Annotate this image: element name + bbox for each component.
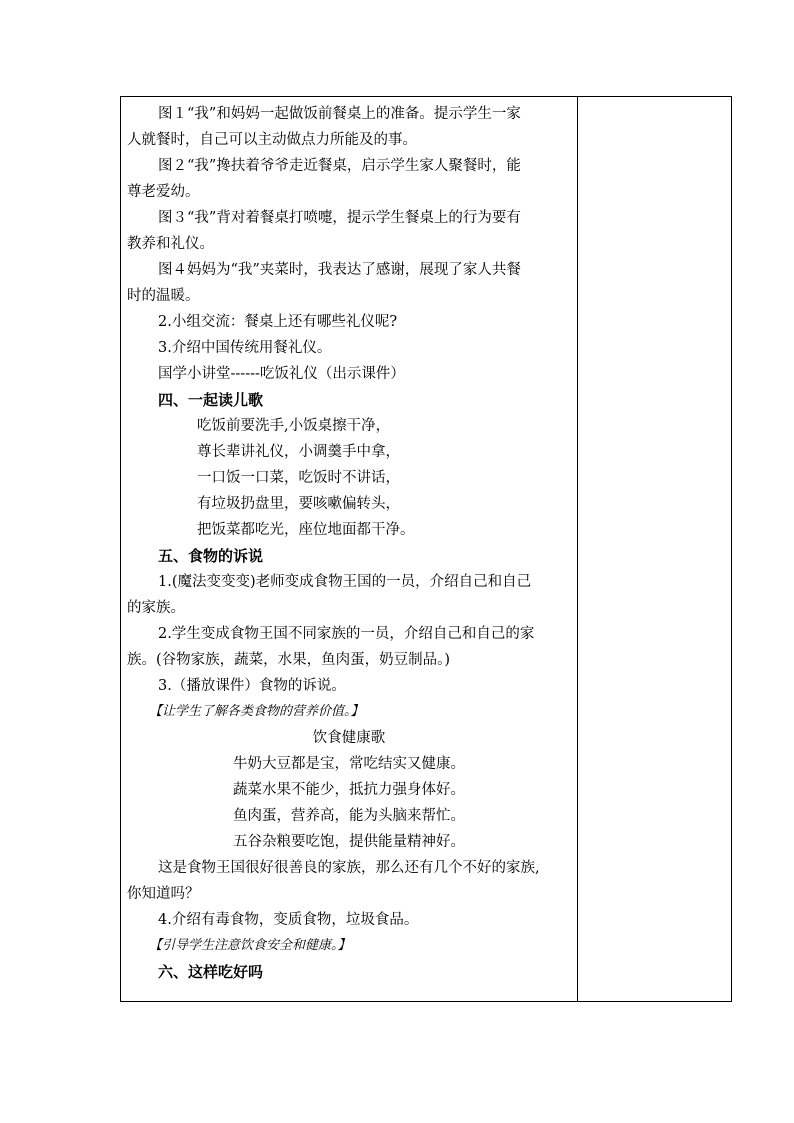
text-line: 2.学生变成食物王国不同家族的一员，介绍自己和自己的家 [158, 626, 535, 642]
text-line: 人就餐时，自己可以主动做点力所能及的事。 [127, 132, 417, 148]
text-line: 国学小讲堂------吃饭礼仪（出示课件） [158, 366, 405, 382]
lesson-table [120, 96, 732, 1002]
callout-note: 【引导学生注意饮食安全和健康。】 [149, 938, 351, 953]
column-divider [577, 97, 578, 1001]
song-title: 饮食健康歌 [312, 730, 386, 746]
text-line: 1.(魔法变变变)老师变成食物王国的一员，介绍自己和自己 [158, 574, 532, 590]
section-heading: 四、一起读儿歌 [158, 391, 264, 409]
text-line: 族。(谷物家族，蔬菜，水果，鱼肉蛋，奶豆制品。) [127, 652, 451, 668]
poem-line: 吃饭前要洗手,小饭桌擦干净， [197, 418, 391, 434]
lesson-content [127, 101, 571, 985]
text-line: 图４妈妈为“我”夹菜时，我表达了感谢，展现了家人共餐 [158, 262, 521, 278]
text-line: 这是食物王国很好很善良的家族，那么还有几个不好的家族, [158, 860, 540, 876]
text-line: 时的温暖。 [127, 288, 200, 304]
poem-line: 尊长辈讲礼仪，小调羹手中拿， [197, 444, 400, 460]
text-line: 教养和礼仪。 [127, 236, 214, 252]
text-line: 你知道吗？ [127, 886, 200, 902]
poem-line: 一口饭一口菜，吃饭时不讲话， [197, 470, 400, 486]
text-line: 3.（播放课件）食物的诉说。 [158, 678, 346, 694]
poem-line: 有垃圾扔盘里，要咳嗽偏转头， [197, 496, 400, 512]
text-line: 图３“我”背对着餐桌打喷嚏，提示学生餐桌上的行为要有 [158, 210, 521, 226]
text-line: 尊老爱幼。 [127, 184, 200, 200]
text-line: 2.小组交流：餐桌上还有哪些礼仪呢? [158, 314, 398, 330]
text-line: 4.介绍有毒食物，变质食物，垃圾食品。 [158, 912, 419, 928]
song-line: 牛奶大豆都是宝，常吃结实又健康。 [233, 756, 465, 772]
callout-note: 【让学生了解各类食物的营养价值。】 [149, 704, 364, 719]
song-line: 五谷杂粮要吃饱，提供能量精神好。 [233, 834, 465, 850]
song-line: 鱼肉蛋，营养高，能为头脑来帮忙。 [233, 808, 465, 824]
poem-line: 把饭菜都吃光，座位地面都干净。 [197, 522, 415, 538]
text-line: 图１“我”和妈妈一起做饭前餐桌上的准备。提示学生一家 [158, 106, 521, 122]
text-line: 图２“我”搀扶着爷爷走近餐桌，启示学生家人聚餐时，能 [158, 158, 521, 174]
song-line: 蔬菜水果不能少，抵抗力强身体好。 [233, 782, 465, 798]
text-line: 3.介绍中国传统用餐礼仪。 [158, 340, 332, 356]
section-heading: 六、这样吃好吗 [158, 963, 264, 981]
section-heading: 五、食物的诉说 [158, 547, 264, 565]
text-line: 的家族。 [127, 600, 185, 616]
